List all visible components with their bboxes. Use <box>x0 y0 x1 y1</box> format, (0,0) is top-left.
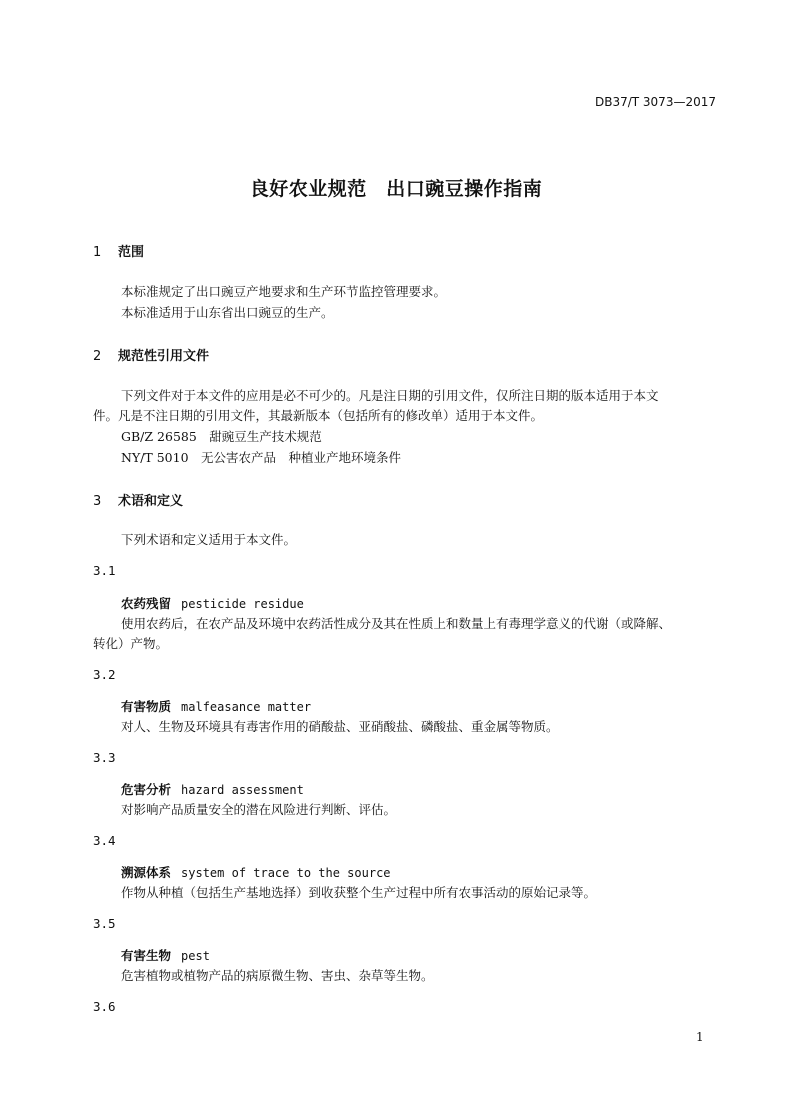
term-definition: 对人、生物及环境具有毒害作用的硝酸盐、亚硝酸盐、磷酸盐、重金属等物质。 <box>121 719 559 734</box>
section-title: 范围 <box>118 245 145 260</box>
clause-number: 3.6 <box>93 999 116 1014</box>
paragraph: 本标准规定了出口豌豆产地要求和生产环节监控管理要求。 <box>121 284 447 299</box>
document-number: DB37/T 3073—2017 <box>594 95 716 109</box>
section-number: 2 <box>93 349 102 364</box>
term-english: malfeasance matter <box>181 700 312 714</box>
term-chinese: 有害物质 <box>121 699 172 714</box>
term-chinese: 溯源体系 <box>121 865 172 880</box>
term-definition: 对影响产品质量安全的潜在风险进行判断、评估。 <box>121 802 397 817</box>
section-number: 3 <box>93 494 102 509</box>
paragraph: 下列术语和定义适用于本文件。 <box>121 532 297 547</box>
page-number: 1 <box>696 1030 704 1044</box>
section-number: 1 <box>93 245 102 260</box>
term-definition: 危害植物或植物产品的病原微生物、害虫、杂草等生物。 <box>121 968 434 983</box>
term-entry <box>121 697 311 715</box>
clause-number: 3.2 <box>93 667 116 682</box>
document-title: 良好农业规范 出口豌豆操作指南 <box>249 178 543 200</box>
term-definition: 作物从种植（包括生产基地选择）到收获整个生产过程中所有农事活动的原始记录等。 <box>121 885 597 900</box>
paragraph: 下列文件对于本文件的应用是必不可少的。凡是注日期的引用文件，仅所注日期的版本适用于本文 <box>121 388 659 403</box>
section-heading-1 <box>93 241 144 260</box>
clause-number: 3.4 <box>93 833 116 848</box>
clause-number: 3.1 <box>93 563 116 578</box>
term-entry <box>121 863 391 881</box>
paragraph: 本标准适用于山东省出口豌豆的生产。 <box>121 305 334 320</box>
term-entry <box>121 946 210 964</box>
section-heading-3 <box>93 490 183 509</box>
term-chinese: 有害生物 <box>121 948 172 963</box>
section-title: 术语和定义 <box>118 494 184 509</box>
term-english: pest <box>181 949 210 963</box>
clause-number: 3.3 <box>93 750 116 765</box>
section-heading-2 <box>93 345 209 364</box>
term-chinese: 农药残留 <box>121 596 172 611</box>
clause-number: 3.5 <box>93 916 116 931</box>
term-english: system of trace to the source <box>181 866 391 880</box>
term-entry <box>121 780 304 798</box>
term-english: pesticide residue <box>181 597 304 611</box>
paragraph-continuation: 件。凡是不注日期的引用文件，其最新版本（包括所有的修改单）适用于本文件。 <box>93 408 544 423</box>
term-chinese: 危害分析 <box>121 782 172 797</box>
term-definition-continuation: 转化）产物。 <box>93 636 169 651</box>
term-entry <box>121 594 304 612</box>
reference-item: GB/Z 26585 甜豌豆生产技术规范 <box>121 429 322 444</box>
term-definition: 使用农药后，在农产品及环境中农药活性成分及其在性质上和数量上有毒理学意义的代谢（或降解、 <box>121 616 672 631</box>
section-title: 规范性引用文件 <box>118 349 210 364</box>
term-english: hazard assessment <box>181 783 304 797</box>
reference-item: NY/T 5010 无公害农产品 种植业产地环境条件 <box>121 450 402 465</box>
